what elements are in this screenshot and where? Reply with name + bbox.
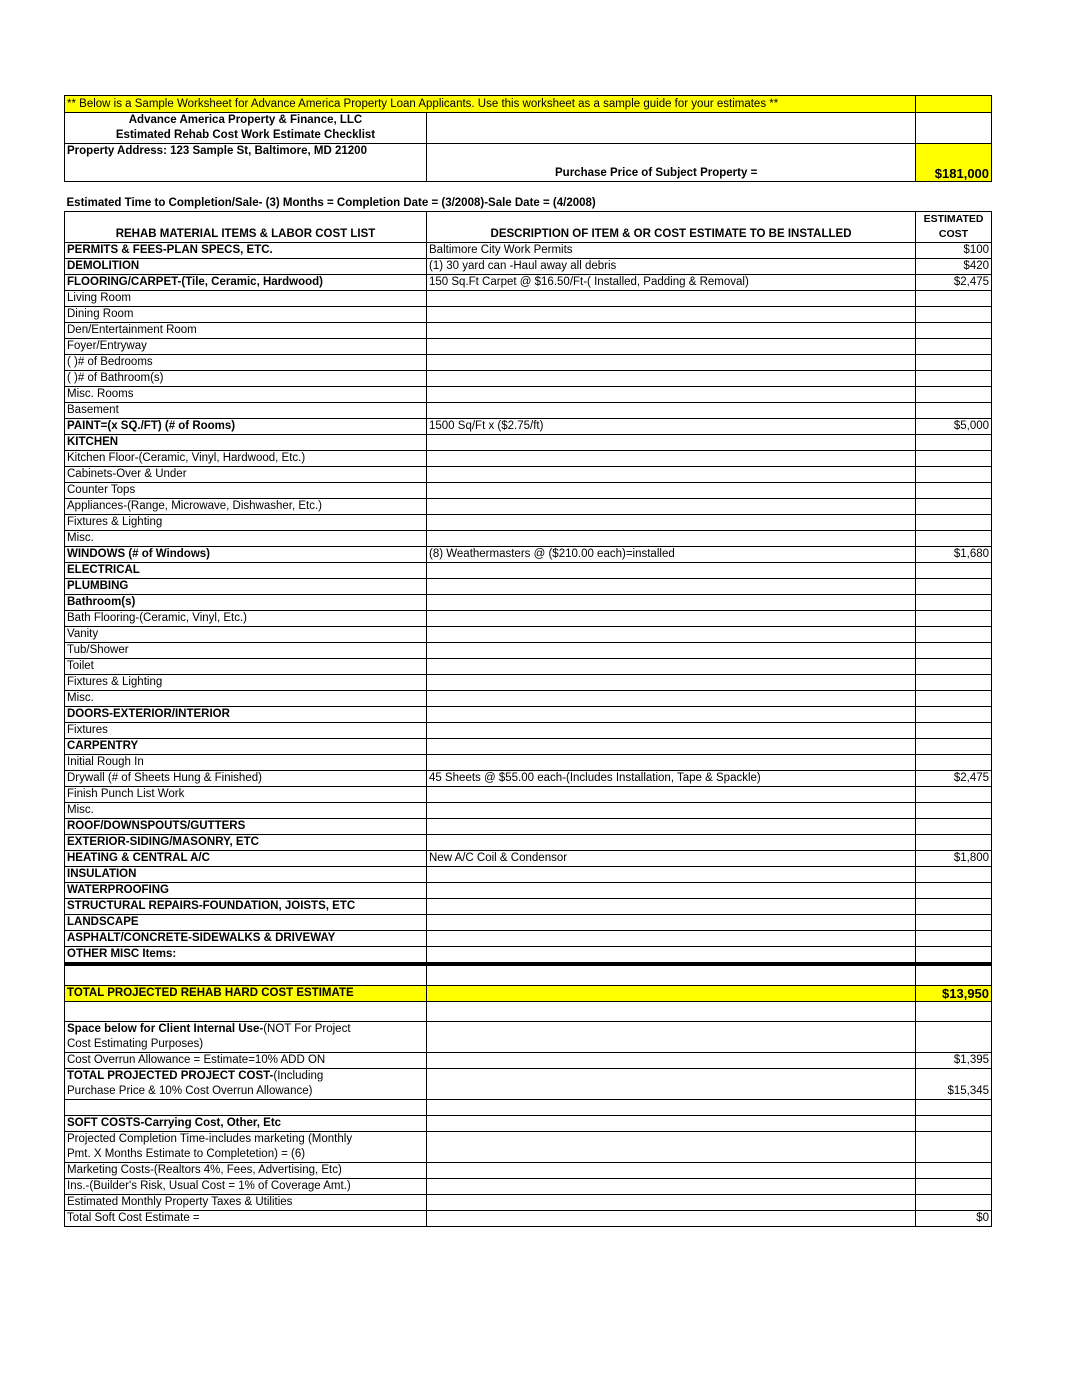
- item-description: [427, 867, 916, 883]
- item-cost: [916, 403, 992, 419]
- item-label: Fixtures & Lighting: [65, 675, 427, 691]
- item-row: [65, 243, 992, 259]
- item-row: [65, 723, 992, 739]
- item-description: Baltimore City Work Permits: [427, 243, 916, 259]
- item-cost: [916, 371, 992, 387]
- item-description: [427, 835, 916, 851]
- item-row: [65, 291, 992, 307]
- item-description: [427, 515, 916, 531]
- internal-use-row: [65, 1022, 992, 1038]
- item-cost: [916, 291, 992, 307]
- item-row: [65, 931, 992, 947]
- item-label: PLUMBING: [65, 579, 427, 595]
- item-label: Initial Rough In: [65, 755, 427, 771]
- item-row: [65, 771, 992, 787]
- item-label: Toilet: [65, 659, 427, 675]
- item-cost: [916, 563, 992, 579]
- item-row: [65, 259, 992, 275]
- total-hard-row: [65, 986, 992, 1002]
- property-address: Property Address: 123 Sample St, Baltimore, MD 21200: [65, 144, 427, 182]
- company-name: Advance America Property & Finance, LLC: [65, 113, 427, 129]
- item-label: Foyer/Entryway: [65, 339, 427, 355]
- item-label: ELECTRICAL: [65, 563, 427, 579]
- item-label: WINDOWS (# of Windows): [65, 547, 427, 563]
- item-description: [427, 883, 916, 899]
- item-label: OTHER MISC Items:: [65, 947, 427, 963]
- item-cost: [916, 675, 992, 691]
- item-description: [427, 355, 916, 371]
- item-row: [65, 547, 992, 563]
- item-cost: [916, 931, 992, 947]
- item-label: DOORS-EXTERIOR/INTERIOR: [65, 707, 427, 723]
- item-description: 1500 Sq/Ft x ($2.75/ft): [427, 419, 916, 435]
- item-description: [427, 563, 916, 579]
- item-description: [427, 643, 916, 659]
- item-row: [65, 739, 992, 755]
- item-label: CARPENTRY: [65, 739, 427, 755]
- soft-total-row: [65, 1211, 992, 1227]
- soft-cost-row: [65, 1179, 992, 1195]
- total-project-row-2: [65, 1084, 992, 1100]
- item-description: [427, 371, 916, 387]
- item-label: ROOF/DOWNSPOUTS/GUTTERS: [65, 819, 427, 835]
- item-row: [65, 419, 992, 435]
- item-label: Kitchen Floor-(Ceramic, Vinyl, Hardwood, Etc.): [65, 451, 427, 467]
- timeline-text: Estimated Time to Completion/Sale- (3) Months = Completion Date = (3/2008)-Sale Date = (4/2008): [65, 182, 992, 212]
- item-cost: [916, 307, 992, 323]
- item-label: Tub/Shower: [65, 643, 427, 659]
- item-row: [65, 339, 992, 355]
- item-row: [65, 467, 992, 483]
- spacer-row: [65, 966, 992, 986]
- item-cost: [916, 483, 992, 499]
- item-row: [65, 307, 992, 323]
- item-label: Cabinets-Over & Under: [65, 467, 427, 483]
- item-label: STRUCTURAL REPAIRS-FOUNDATION, JOISTS, ETC: [65, 899, 427, 915]
- item-cost: [916, 755, 992, 771]
- total-hard-value: $13,950: [916, 986, 992, 1002]
- item-description: [427, 611, 916, 627]
- soft-cost-row: [65, 1147, 992, 1163]
- item-cost: [916, 803, 992, 819]
- item-description: [427, 691, 916, 707]
- item-cost: [916, 707, 992, 723]
- item-description: [427, 803, 916, 819]
- item-cost: $5,000: [916, 419, 992, 435]
- soft-total-value: $0: [916, 1211, 992, 1227]
- item-cost: [916, 819, 992, 835]
- item-description: [427, 531, 916, 547]
- item-description: [427, 627, 916, 643]
- internal-use-line1: Space below for Client Internal Use-(NOT For Project: [65, 1022, 427, 1038]
- item-label: DEMOLITION: [65, 259, 427, 275]
- item-row: [65, 707, 992, 723]
- soft-costs-header-row: [65, 1116, 992, 1132]
- item-cost: [916, 435, 992, 451]
- item-label: PAINT=(x SQ./FT) (# of Rooms): [65, 419, 427, 435]
- soft-cost-completion-line2: Pmt. X Months Estimate to Completetion) = (6): [65, 1147, 427, 1163]
- item-row: [65, 947, 992, 963]
- item-description: 45 Sheets @ $55.00 each-(Includes Installation, Tape & Spackle): [427, 771, 916, 787]
- checklist-title: Estimated Rehab Cost Work Estimate Checklist: [65, 128, 427, 144]
- item-description: [427, 403, 916, 419]
- timeline-row: [65, 182, 992, 212]
- item-label: Fixtures & Lighting: [65, 515, 427, 531]
- soft-cost-row: [65, 1195, 992, 1211]
- item-row: [65, 835, 992, 851]
- item-description: [427, 659, 916, 675]
- item-cost: [916, 643, 992, 659]
- item-row: [65, 323, 992, 339]
- item-description: [427, 435, 916, 451]
- item-row: [65, 787, 992, 803]
- soft-cost-marketing: Marketing Costs-(Realtors 4%, Fees, Advertising, Etc): [65, 1163, 427, 1179]
- item-description: [427, 467, 916, 483]
- item-cost: [916, 659, 992, 675]
- item-description: [427, 451, 916, 467]
- item-cost: $100: [916, 243, 992, 259]
- item-cost: [916, 867, 992, 883]
- soft-cost-completion-line1: Projected Completion Time-includes marketing (Monthly: [65, 1132, 427, 1148]
- spacer-row: [65, 1002, 992, 1022]
- item-label: Counter Tops: [65, 483, 427, 499]
- item-cost: [916, 915, 992, 931]
- item-label: INSULATION: [65, 867, 427, 883]
- item-label: Finish Punch List Work: [65, 787, 427, 803]
- item-label: WATERPROOFING: [65, 883, 427, 899]
- item-description: [427, 739, 916, 755]
- item-label: Appliances-(Range, Microwave, Dishwasher, Etc.): [65, 499, 427, 515]
- item-label: Dining Room: [65, 307, 427, 323]
- header-row: [65, 212, 992, 243]
- item-description: [427, 579, 916, 595]
- item-row: [65, 643, 992, 659]
- item-label: Bathroom(s): [65, 595, 427, 611]
- item-description: [427, 915, 916, 931]
- item-label: FLOORING/CARPET-(Tile, Ceramic, Hardwood): [65, 275, 427, 291]
- item-row: [65, 755, 992, 771]
- item-cost: [916, 387, 992, 403]
- item-cost: [916, 499, 992, 515]
- item-description: [427, 307, 916, 323]
- total-project-value: $15,345: [916, 1084, 992, 1100]
- item-description: [427, 675, 916, 691]
- item-cost: [916, 579, 992, 595]
- item-label: Den/Entertainment Room: [65, 323, 427, 339]
- item-cost: [916, 467, 992, 483]
- item-row: [65, 611, 992, 627]
- item-cost: $420: [916, 259, 992, 275]
- item-description: New A/C Coil & Condensor: [427, 851, 916, 867]
- spacer-row: [65, 1100, 992, 1116]
- intro-row: [65, 96, 992, 113]
- item-row: [65, 275, 992, 291]
- item-label: Fixtures: [65, 723, 427, 739]
- item-cost: [916, 355, 992, 371]
- item-cost: $1,800: [916, 851, 992, 867]
- checklist-row: [65, 128, 992, 144]
- rehab-cost-worksheet: [64, 95, 992, 1227]
- item-label: Vanity: [65, 627, 427, 643]
- item-row: [65, 387, 992, 403]
- item-cost: [916, 739, 992, 755]
- item-label: Living Room: [65, 291, 427, 307]
- soft-cost-insurance: Ins.-(Builder's Risk, Usual Cost = 1% of Coverage Amt.): [65, 1179, 427, 1195]
- item-cost: $2,475: [916, 275, 992, 291]
- item-description: [427, 483, 916, 499]
- item-cost: [916, 787, 992, 803]
- header-cost: [916, 212, 992, 243]
- header-cost-line2: COST: [938, 228, 969, 240]
- address-row: [65, 144, 992, 182]
- item-label: HEATING & CENTRAL A/C: [65, 851, 427, 867]
- total-project-line1: TOTAL PROJECTED PROJECT COST-(Including: [65, 1069, 427, 1085]
- item-row: [65, 483, 992, 499]
- item-row: [65, 435, 992, 451]
- overrun-row: [65, 1053, 992, 1069]
- item-row: [65, 803, 992, 819]
- item-description: [427, 291, 916, 307]
- item-row: [65, 579, 992, 595]
- item-row: [65, 659, 992, 675]
- item-label: Bath Flooring-(Ceramic, Vinyl, Etc.): [65, 611, 427, 627]
- item-label: Basement: [65, 403, 427, 419]
- item-row: [65, 691, 992, 707]
- item-description: [427, 755, 916, 771]
- header-description: DESCRIPTION OF ITEM & OR COST ESTIMATE TO BE INSTALLED: [427, 212, 916, 243]
- item-row: [65, 915, 992, 931]
- item-cost: [916, 611, 992, 627]
- item-description: [427, 787, 916, 803]
- purchase-price-label: Purchase Price of Subject Property =: [427, 144, 916, 182]
- item-cost: [916, 323, 992, 339]
- item-row: [65, 371, 992, 387]
- soft-cost-row: [65, 1132, 992, 1148]
- intro-cost-cell: [916, 96, 992, 113]
- item-label: EXTERIOR-SIDING/MASONRY, ETC: [65, 835, 427, 851]
- item-label: KITCHEN: [65, 435, 427, 451]
- item-description: [427, 499, 916, 515]
- item-label: ( )# of Bathroom(s): [65, 371, 427, 387]
- item-cost: [916, 899, 992, 915]
- item-cost: [916, 835, 992, 851]
- item-label: Misc. Rooms: [65, 387, 427, 403]
- item-cost: [916, 595, 992, 611]
- company-row: [65, 113, 992, 129]
- soft-cost-taxes: Estimated Monthly Property Taxes & Utilities: [65, 1195, 427, 1211]
- item-label: Misc.: [65, 531, 427, 547]
- total-project-line2: Purchase Price & 10% Cost Overrun Allowance): [65, 1084, 427, 1100]
- item-label: ASPHALT/CONCRETE-SIDEWALKS & DRIVEWAY: [65, 931, 427, 947]
- purchase-price-value: $181,000: [916, 144, 992, 182]
- item-cost: [916, 883, 992, 899]
- item-row: [65, 883, 992, 899]
- item-row: [65, 451, 992, 467]
- item-label: Misc.: [65, 691, 427, 707]
- item-row: [65, 675, 992, 691]
- item-cost: [916, 691, 992, 707]
- header-cost-line1: ESTIMATED: [923, 213, 984, 225]
- internal-use-row-2: [65, 1037, 992, 1053]
- soft-cost-row: [65, 1163, 992, 1179]
- item-description: [427, 387, 916, 403]
- item-row: [65, 403, 992, 419]
- header-items: REHAB MATERIAL ITEMS & LABOR COST LIST: [65, 212, 427, 243]
- item-description: 150 Sq.Ft Carpet @ $16.50/Ft-( Installed, Padding & Removal): [427, 275, 916, 291]
- item-cost: [916, 947, 992, 963]
- item-cost: [916, 451, 992, 467]
- item-cost: $1,680: [916, 547, 992, 563]
- item-description: [427, 819, 916, 835]
- item-description: [427, 595, 916, 611]
- item-label: PERMITS & FEES-PLAN SPECS, ETC.: [65, 243, 427, 259]
- item-description: (1) 30 yard can -Haul away all debris: [427, 259, 916, 275]
- item-description: [427, 931, 916, 947]
- item-cost: $2,475: [916, 771, 992, 787]
- item-label: LANDSCAPE: [65, 915, 427, 931]
- item-label: Misc.: [65, 803, 427, 819]
- item-row: [65, 851, 992, 867]
- overrun-label: Cost Overrun Allowance = Estimate=10% ADD ON: [65, 1053, 427, 1069]
- item-row: [65, 355, 992, 371]
- item-row: [65, 563, 992, 579]
- item-label: ( )# of Bedrooms: [65, 355, 427, 371]
- item-description: [427, 723, 916, 739]
- item-description: (8) Weathermasters @ ($210.00 each)=installed: [427, 547, 916, 563]
- item-description: [427, 339, 916, 355]
- overrun-value: $1,395: [916, 1053, 992, 1069]
- item-cost: [916, 531, 992, 547]
- item-row: [65, 499, 992, 515]
- item-row: [65, 819, 992, 835]
- item-label: Drywall (# of Sheets Hung & Finished): [65, 771, 427, 787]
- item-cost: [916, 627, 992, 643]
- soft-total-label: Total Soft Cost Estimate =: [65, 1211, 427, 1227]
- item-description: [427, 707, 916, 723]
- intro-text: ** Below is a Sample Worksheet for Advance America Property Loan Applicants. Use this worksheet as a sample guide for your estimates **: [65, 96, 916, 113]
- soft-costs-label: SOFT COSTS-Carrying Cost, Other, Etc: [65, 1116, 427, 1132]
- item-row: [65, 515, 992, 531]
- item-cost: [916, 515, 992, 531]
- total-project-row: [65, 1069, 992, 1085]
- internal-use-line2: Cost Estimating Purposes): [65, 1037, 427, 1053]
- item-description: [427, 899, 916, 915]
- item-row: [65, 531, 992, 547]
- item-cost: [916, 723, 992, 739]
- item-cost: [916, 339, 992, 355]
- item-row: [65, 899, 992, 915]
- item-row: [65, 627, 992, 643]
- item-row: [65, 595, 992, 611]
- total-hard-label: TOTAL PROJECTED REHAB HARD COST ESTIMATE: [65, 986, 427, 1002]
- item-row: [65, 867, 992, 883]
- item-description: [427, 323, 916, 339]
- item-description: [427, 947, 916, 963]
